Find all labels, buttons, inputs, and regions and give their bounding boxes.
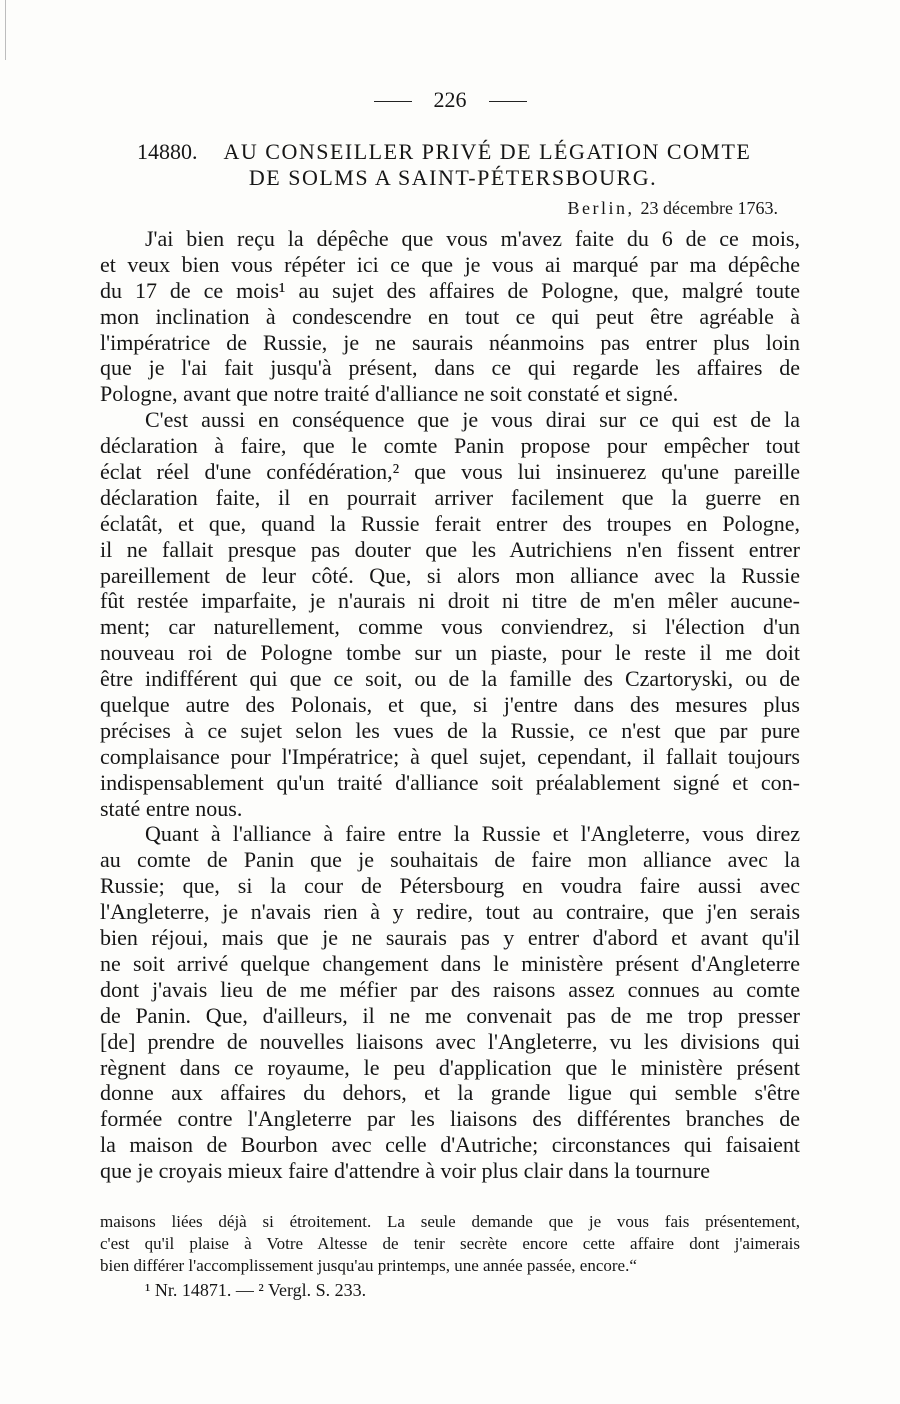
text-line: formée contre l'Angleterre par les liaisons des différentes branches de xyxy=(100,1106,800,1132)
text-line: la maison de Bourbon avec celle d'Autriche; circonstances qui faisaient xyxy=(100,1132,800,1158)
page-number-right-rule xyxy=(489,101,527,102)
dateline-place: Berlin, xyxy=(567,198,635,218)
paragraph xyxy=(100,226,800,407)
text-line: ment; car naturellement, comme vous conviendrez, si l'élection d'un xyxy=(100,614,800,640)
text-line: éclatât, et que, quand la Russie ferait entrer des troupes en Pologne, xyxy=(100,510,800,536)
text-line: mon inclination à condescendre en tout ce qui peut être agréable à xyxy=(100,303,800,329)
dateline-date: 23 décembre 1763. xyxy=(640,198,778,218)
text-line: l'impératrice de Russie, je ne saurais néanmoins pas entrer plus loin xyxy=(100,329,800,355)
text-line: du 17 de ce mois¹ au sujet des affaires de Pologne, que, malgré toute xyxy=(100,277,800,303)
text-line: [de] prendre de nouvelles liaisons avec l'Angleterre, vu les divisions qui xyxy=(100,1028,800,1054)
text-line: et veux bien vous répéter ici ce que je vous ai marqué par ma dépêche xyxy=(100,251,800,277)
page-number-header xyxy=(0,86,900,114)
text-line: nouveau roi de Pologne tombe sur un piaste, pour le reste il me doit xyxy=(100,640,800,666)
dateline xyxy=(568,196,778,220)
text-line: l'Angleterre, je n'avais rien à y redire, tout au contraire, que j'en serais xyxy=(100,899,800,925)
letter-title-line1: AU CONSEILLER PRIVÉ DE LÉGATION COMTE xyxy=(223,139,752,164)
text-line: staté entre nous. xyxy=(100,795,243,821)
text-line: c'est qu'il plaise à Votre Altesse de tenir secrète encore cette affaire dont j'aimerais xyxy=(100,1234,800,1253)
text-line: complaisance pour l'Impératrice; à quel sujet, cependant, il fallait toujours xyxy=(100,743,800,769)
text-line: être indifférent qui que ce soit, ou de la famille des Czartoryski, ou de xyxy=(100,666,800,692)
text-line: indispensablement qu'un traité d'alliance soit préalablement signé et con- xyxy=(100,769,800,795)
text-line: quelque autre des Polonais, et que, si j'entre dans des mesures plus xyxy=(100,692,800,718)
text-line: règnent dans ce royaume, le peu d'application que le ministère présent xyxy=(100,1054,800,1080)
text-line: dont j'avais lieu de me méfier par des raisons assez connues au comte xyxy=(100,976,800,1002)
page-number: 226 xyxy=(433,87,467,112)
text-line: J'ai bien reçu la dépêche que vous m'avez faite du 6 de ce mois, xyxy=(145,226,800,251)
paragraph xyxy=(100,821,800,1183)
text-line: ne soit arrivé quelque changement dans le ministère présent d'Angleterre xyxy=(100,950,800,976)
text-line: déclaration faite, il en pourrait arriver facilement que la guerre en xyxy=(100,484,800,510)
text-line: donne aux affaires du dehors, et la grande ligue qui semble s'être xyxy=(100,1080,800,1106)
text-line: que je croyais mieux faire d'attendre à voir plus clair dans la tournure xyxy=(100,1158,710,1184)
text-line: pareillement de leur côté. Que, si alors mon alliance avec la Russie xyxy=(100,562,800,588)
text-line: maisons liées déjà si étroitement. La seule demande que je vous fais présentement, xyxy=(100,1212,800,1231)
paragraph xyxy=(100,407,800,821)
text-line: précises à ce sujet selon les vues de la Russie, ce n'est que par pure xyxy=(100,717,800,743)
text-line: C'est aussi en conséquence que je vous dirai sur ce qui est de la xyxy=(145,407,800,433)
page-edge-line xyxy=(5,0,6,60)
text-line: bien différer l'accomplissement jusqu'au printemps, une année passée, encore.“ xyxy=(100,1256,637,1275)
text-line: fût restée imparfaite, je n'aurais ni droit ni titre de m'en mêler aucune- xyxy=(100,588,800,614)
footnotes: ¹ Nr. 14871. — ² Vergl. S. 233. xyxy=(145,1280,367,1300)
text-line: éclat réel d'une confédération,² que vous lui insinuerez qu'une pareille xyxy=(100,459,800,485)
text-line: que je l'ai fait jusqu'à présent, dans ce qui regarde les affaires de xyxy=(100,355,800,381)
letter-title-line2: DE SOLMS A SAINT-PÉTERSBOURG. xyxy=(248,165,658,190)
text-line: Pologne, avant que notre traité d'alliance ne soit constaté et signé. xyxy=(100,381,679,407)
letter-body xyxy=(100,226,800,1184)
page-number-left-rule xyxy=(374,101,412,102)
letter-number: 14880. xyxy=(137,139,198,164)
text-line: Quant à l'alliance à faire entre la Russie et l'Angleterre, vous direz xyxy=(145,821,800,847)
footnote-continuation xyxy=(100,1211,800,1277)
text-line: Russie; que, si la cour de Pétersbourg en voudra faire aussi avec xyxy=(100,873,800,899)
letter-heading-line1 xyxy=(137,139,751,165)
text-line: bien réjoui, mais que je ne saurais pas y entrer d'abord et avant qu'il xyxy=(100,925,800,951)
text-line: de Panin. Que, d'ailleurs, il ne me convenait pas de me trop presser xyxy=(100,1002,800,1028)
text-line: au comte de Panin que je souhaitais de faire mon alliance avec la xyxy=(100,847,800,873)
text-line: déclaration à faire, que le comte Panin propose pour empêcher tout xyxy=(100,433,800,459)
text-line: il ne fallait presque pas douter que les Autrichiens n'en fissent entrer xyxy=(100,536,800,562)
